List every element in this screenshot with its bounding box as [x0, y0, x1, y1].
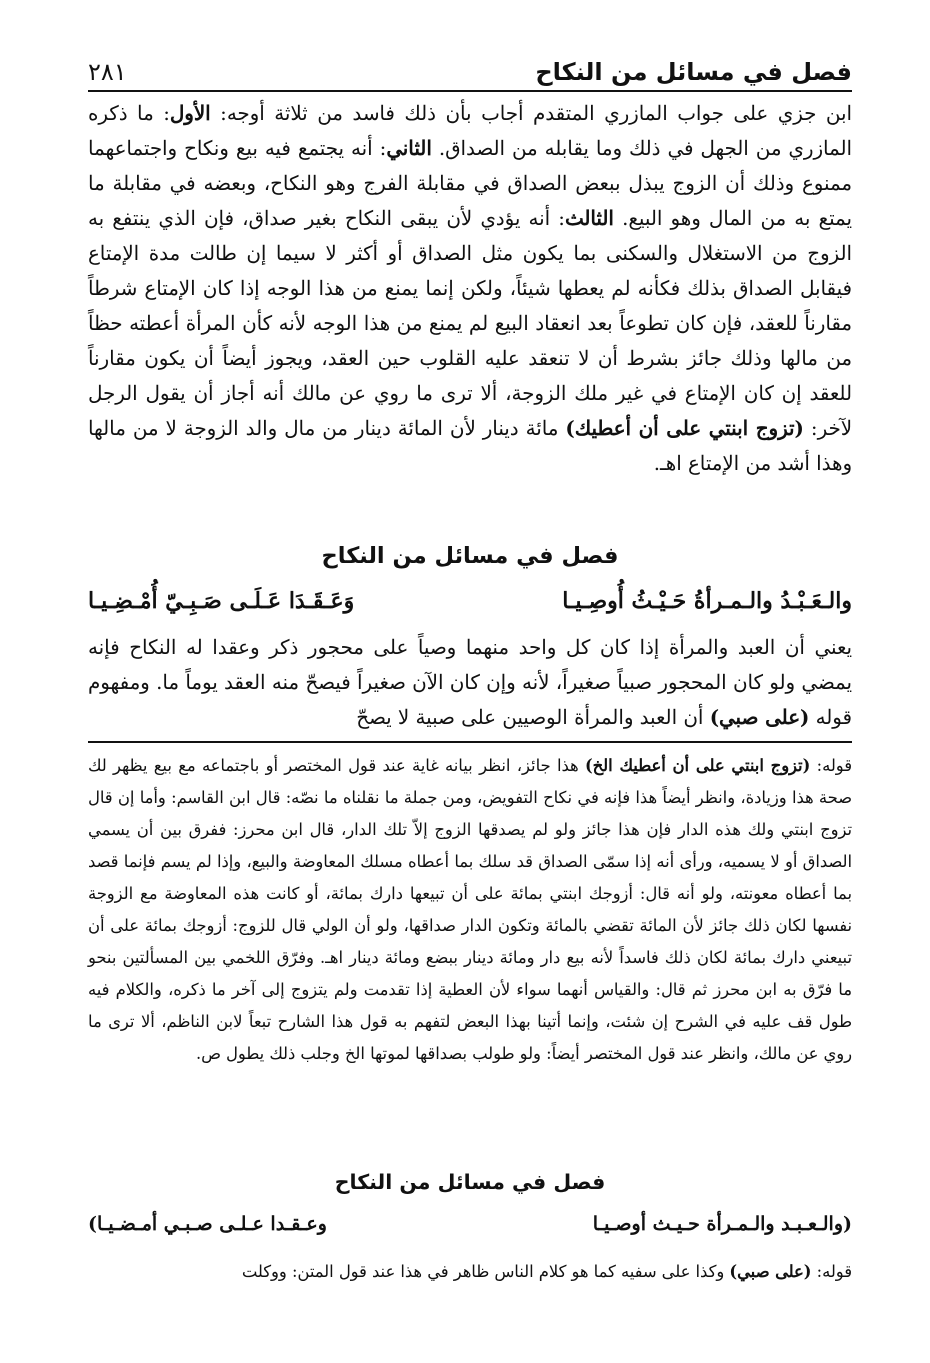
- header-divider: [88, 90, 852, 92]
- quote-marriage: (تزوج ابنتي على أن أعطيك): [565, 416, 804, 440]
- footnote-lead: قوله:: [810, 756, 852, 775]
- running-title: فصل في مسائل من النكاح: [535, 58, 852, 86]
- section-title-1: فصل في مسائل من النكاح: [321, 543, 619, 569]
- footnote-commentary: [88, 750, 852, 1070]
- para2-text-2: أن العبد والمرأة الوصيين على صبية لا يصحّ: [356, 706, 710, 729]
- note2-quote: (على صبي): [729, 1262, 812, 1281]
- verse2-hemistich-left: وعـقـدا عـلـى صـبـي أمـضـيـا): [88, 1213, 327, 1235]
- page-number: ٢٨١: [88, 58, 127, 86]
- para1-text-3: : أنه يجتمع فيه بيع ونكاح واجتماعهما ممنوع وذلك أن الزوج يبذل ببعض الصداق في مقابلة الفرج وهو النكاح، وبعضه في مقابلة ما يمتع به من المال وهو البيع.: [88, 137, 852, 230]
- verse-hemistich-right: والـعَـبْـدُ والـمـرأةُ حَـيْـثُ أُوصِـيـا: [562, 588, 852, 614]
- verse-line-1: [88, 588, 852, 614]
- keyword-second: الثاني: [386, 136, 432, 160]
- note2-lead: قوله:: [811, 1262, 852, 1281]
- footnote-quote: (تزوج ابنتي على أن أعطيك الخ): [584, 756, 811, 775]
- keyword-third: الثالث: [564, 206, 614, 230]
- footnote-divider: [88, 741, 852, 743]
- main-paragraph-1: [88, 96, 852, 481]
- para1-text-1: ابن جزي على جواب المازري المتقدم أجاب بأن ذلك فاسد من ثلاثة أوجه:: [210, 102, 852, 125]
- main-paragraph-2: [88, 630, 852, 735]
- para1-text-5: مائة دينار لأن المائة دينار من مال والد الزوجة لا من مالها وهذا أشد من الإمتاع اهـ.: [88, 417, 852, 475]
- verse2-hemistich-right: (والـعـبـد والـمـرأة حـيـث أوصـيـا: [592, 1213, 852, 1235]
- commentary-note-2: [88, 1256, 852, 1288]
- footnote-text: هذا جائز، انظر بيانه غاية عند قول المختصر أو باجتماعه مع بيع يظهر لك صحة هذا وزيادة، وانظر أيضاً هذا فإنه في نكاح التفويض، ومن جملة ما نقلناه ما نصّه: قال ابن القاسم: وأما إن قال تزوج ابنتي ولك هذه الدار فإن هذا جائز ولو لم يصدقها الزوج إلاّ تلك الدار، قال ابن محرز: ففرق بين أن يسمي الصداق أو لا يسميه، ورأى أنه إذا سمّى الصداق قد سلك بما أعطاه مسلك المعاوضة والبيع، وإذا لم يسم فإنما قصد بما أعطاه معونته، ولو أنه قال: أزوجك ابنتي بمائة على أن تبيعها دارك بمائة، أو كانت هذه المعاوضة مع الزوجة نفسها لكان ذلك جائز لأن المائة تقضي بالمائة وتكون الدار صداقها، ولو أن الولي قال للزوج: أزوجك بمائة على أن تبيعني دارك بمائة لكان ذلك فاسداً لأنه بيع دار ومائة دينار ببضع ومائة دينار اهـ. وفرّق اللخمي بين المسألتين بنحو ما فرّق به ابن محرز ثم قال: والقياس أنهما سواء لأن العطية إذا تقدمت ولم يتزوج إلى آخر ما ذكره، والكلام فيه طول قف عليه في الشرح إن شئت، وإنما أتينا بهذا البعض لتفهم به قول هذا الشارح تبعاً لابن الناظم، ألا ترى ما روي عن مالك، وانظر عند قول المختصر أيضاً: ولو طولب بصداقها لموتها الخ وجلب ذلك يطول ص.: [88, 756, 852, 1063]
- keyword-first: الأول: [169, 101, 211, 125]
- verse-line-2: [88, 1213, 852, 1235]
- verse-hemistich-left: وَعَـقَـدَا عَـلَـى صَـبِـيّ أُمْـضِـيـا: [88, 588, 355, 614]
- para1-text-4: : أنه يؤدي لأن يبقى النكاح بغير صداق، فإن الذي ينتفع به الزوج من الاستغلال والسكنى بما يكون مثل الصداق أو أكثر لا سيما إن طالت مدة الإمتاع فيقابل الصداق بذلك فكأنه لم يعطها شيئاً، ولكن إنما يمنع من هذا الوجه إذا كان الإمتاع شرطاً مقارناً للعقد، فإن كان تطوعاً بعد انعقاد البيع لم يمنع من هذا الوجه لأنه كأن المرأة أعطته حظاً من مالها وذلك جائز بشرط أن لا تنعقد عليه القلوب حين العقد، ويجوز أيضاً أن يكون مقارناً للعقد إن كان الإمتاع في غير ملك الزوجة، ألا ترى ما روي عن مالك أنه أجاز أن يقول الرجل لآخر:: [88, 207, 852, 440]
- para2-text-1: يعني أن العبد والمرأة إذا كان كل واحد منهما وصياً على محجور ذكر وعقدا له النكاح فإنه يمضي ولو كان المحجور صبياً صغيراً، لأنه وإن كان الآن صغيراً فيصحّ منه العقد يوماً ما. ومفهوم قوله: [88, 636, 852, 729]
- quote-boy: (على صبي): [709, 705, 810, 729]
- para1-text-2: : ما ذكره المازري من الجهل في ذلك وما يقابله من الصداق.: [88, 102, 852, 160]
- page-header: [88, 38, 852, 86]
- note2-text: وكذا على سفيه كما هو كلام الناس ظاهر في هذا عند قول المتن: ووكلت: [241, 1262, 730, 1281]
- section-title-2: فصل في مسائل من النكاح: [334, 1170, 606, 1194]
